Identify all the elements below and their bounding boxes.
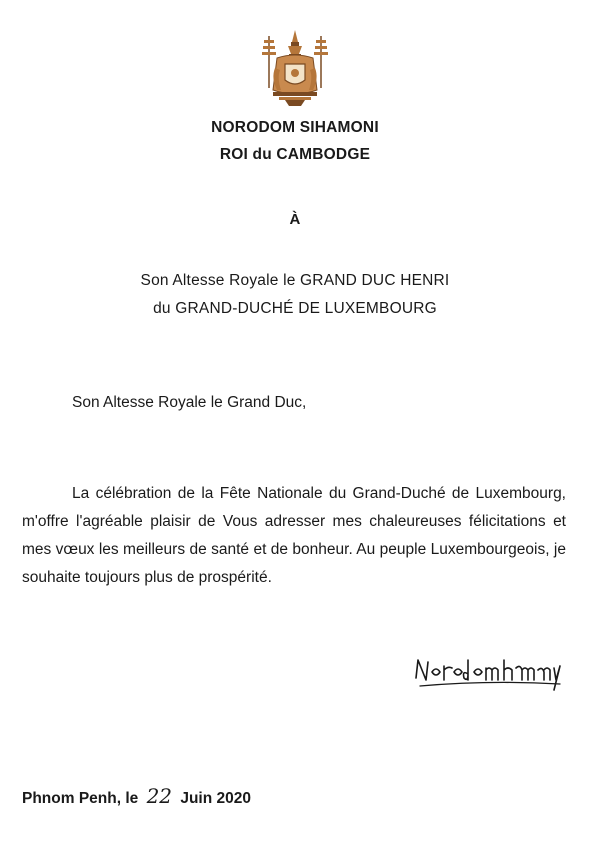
dateline [22, 784, 251, 808]
recipient-name: GRAND DUC HENRI [300, 272, 450, 289]
royal-arms-emblem-icon [255, 28, 335, 108]
recipient-country: GRAND-DUCHÉ DE LUXEMBOURG [175, 300, 437, 317]
sender-name: NORODOM SIHAMONI [211, 119, 379, 136]
handwritten-signature [410, 650, 570, 696]
recipient-line-2 [0, 300, 590, 318]
addressee-marker: À [289, 211, 301, 228]
recipient-country-prefix: du [153, 300, 176, 317]
sender-title: ROI du CAMBODGE [219, 146, 371, 163]
letter-body: La célébration de la Fête Nationale du Grand-Duché de Luxembourg, m'offre l'agréable plaisir de Vous adresser mes chaleureuses félicitations et mes vœux les meilleurs de santé et de bonheur. Au peuple Luxembourgeois, je souhaite toujours plus de prospérité. [22, 485, 566, 586]
dateline-month-year: Juin 2020 [180, 790, 251, 807]
salutation: Son Altesse Royale le Grand Duc, [72, 394, 307, 411]
dateline-day: 22 [146, 784, 173, 808]
recipient-title: Son Altesse Royale le [140, 272, 301, 289]
recipient-line-1 [0, 272, 590, 290]
dateline-place: Phnom Penh, le [22, 790, 139, 807]
